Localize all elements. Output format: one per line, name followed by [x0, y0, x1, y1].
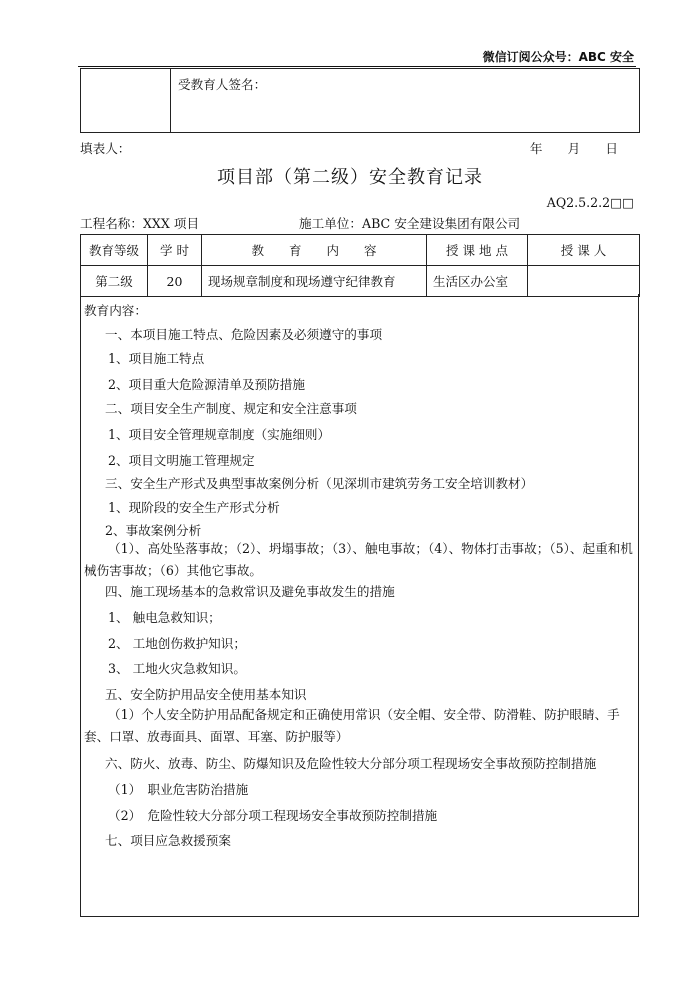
content-line: 七、项目应急救援预案: [105, 833, 231, 848]
header-location: 授 课 地 点: [427, 235, 528, 266]
construction-unit: 施工单位：ABC 安全建设集团有限公司: [299, 216, 521, 231]
filler-label: 填表人：: [80, 141, 131, 156]
content-line: 三、安全生产形式及典型事故案例分析（见深圳市建筑劳务工安全培训教材）: [105, 476, 534, 491]
date-label: 年 月 日: [529, 141, 618, 156]
content-line: 2、项目重大危险源清单及预防措施: [108, 377, 305, 392]
content-line: （2） 危险性较大分部分项工程现场安全事故预防控制措施: [108, 808, 438, 823]
document-code: AQ2.5.2.2□□: [546, 195, 634, 210]
header-teacher: 授 课 人: [528, 235, 640, 266]
signature-divider: [170, 68, 171, 133]
content-line: 六、防火、放毒、防尘、防爆知识及危险性较大分部分项工程现场安全事故预防控制措施: [105, 756, 597, 771]
cell-teacher: [528, 266, 640, 297]
cell-level: 第二级: [81, 266, 148, 297]
content-line: （1）、高处坠落事故；（2）、坍塌事故；（3）、触电事故；（4）、物体打击事故；（5）、起重和机械伤害事故；（6）其他它事故。: [84, 541, 633, 578]
content-label: 教育内容：: [84, 303, 147, 318]
signature-label: 受教育人签名：: [178, 77, 267, 92]
content-line: 1、项目施工特点: [108, 351, 205, 366]
content-line: 2、 工地创伤救护知识；: [108, 636, 246, 651]
page-title: 项目部（第二级）安全教育记录: [217, 167, 483, 188]
content-line: 3、 工地火灾急救知识。: [108, 661, 246, 676]
content-line: 1、 触电急救知识；: [108, 610, 221, 625]
content-line: 四、施工现场基本的急救常识及避免事故发生的措施: [105, 584, 395, 599]
content-line: 2、事故案例分析: [105, 523, 202, 538]
header-content: 教 育 内 容: [202, 235, 427, 266]
education-table: [80, 234, 640, 297]
table-header-row: [81, 235, 640, 266]
content-line: 二、项目安全生产制度、规定和安全注意事项: [105, 401, 357, 416]
cell-hours: 20: [148, 266, 202, 297]
content-line: 1、项目安全管理规章制度（实施细则）: [108, 427, 331, 442]
wechat-header: 微信订阅公众号：ABC 安全: [482, 50, 634, 64]
table-row: [81, 266, 640, 297]
header-hours: 学 时: [148, 235, 202, 266]
signature-box: [80, 68, 640, 133]
content-line: 1、现阶段的安全生产形式分析: [108, 500, 280, 515]
cell-location: 生活区办公室: [427, 266, 528, 297]
project-name: 工程名称：XXX 项目: [80, 216, 200, 231]
content-line: （1）个人安全防护用品配备规定和正确使用常识（安全帽、安全带、防滑鞋、防护眼睛、手套、口罩、放毒面具、面罩、耳塞、防护服等）: [84, 707, 620, 744]
content-line: （1） 职业危害防治措施: [108, 782, 249, 797]
education-content-box: [80, 294, 639, 917]
content-line: 2、项目文明施工管理规定: [108, 453, 255, 468]
header-rule: [78, 66, 636, 67]
header-level: 教育等级: [81, 235, 148, 266]
cell-content: 现场规章制度和现场遵守纪律教育: [202, 266, 427, 297]
content-line: 一、本项目施工特点、危险因素及必须遵守的事项: [105, 327, 383, 342]
content-line: 五、安全防护用品安全使用基本知识: [105, 687, 307, 702]
